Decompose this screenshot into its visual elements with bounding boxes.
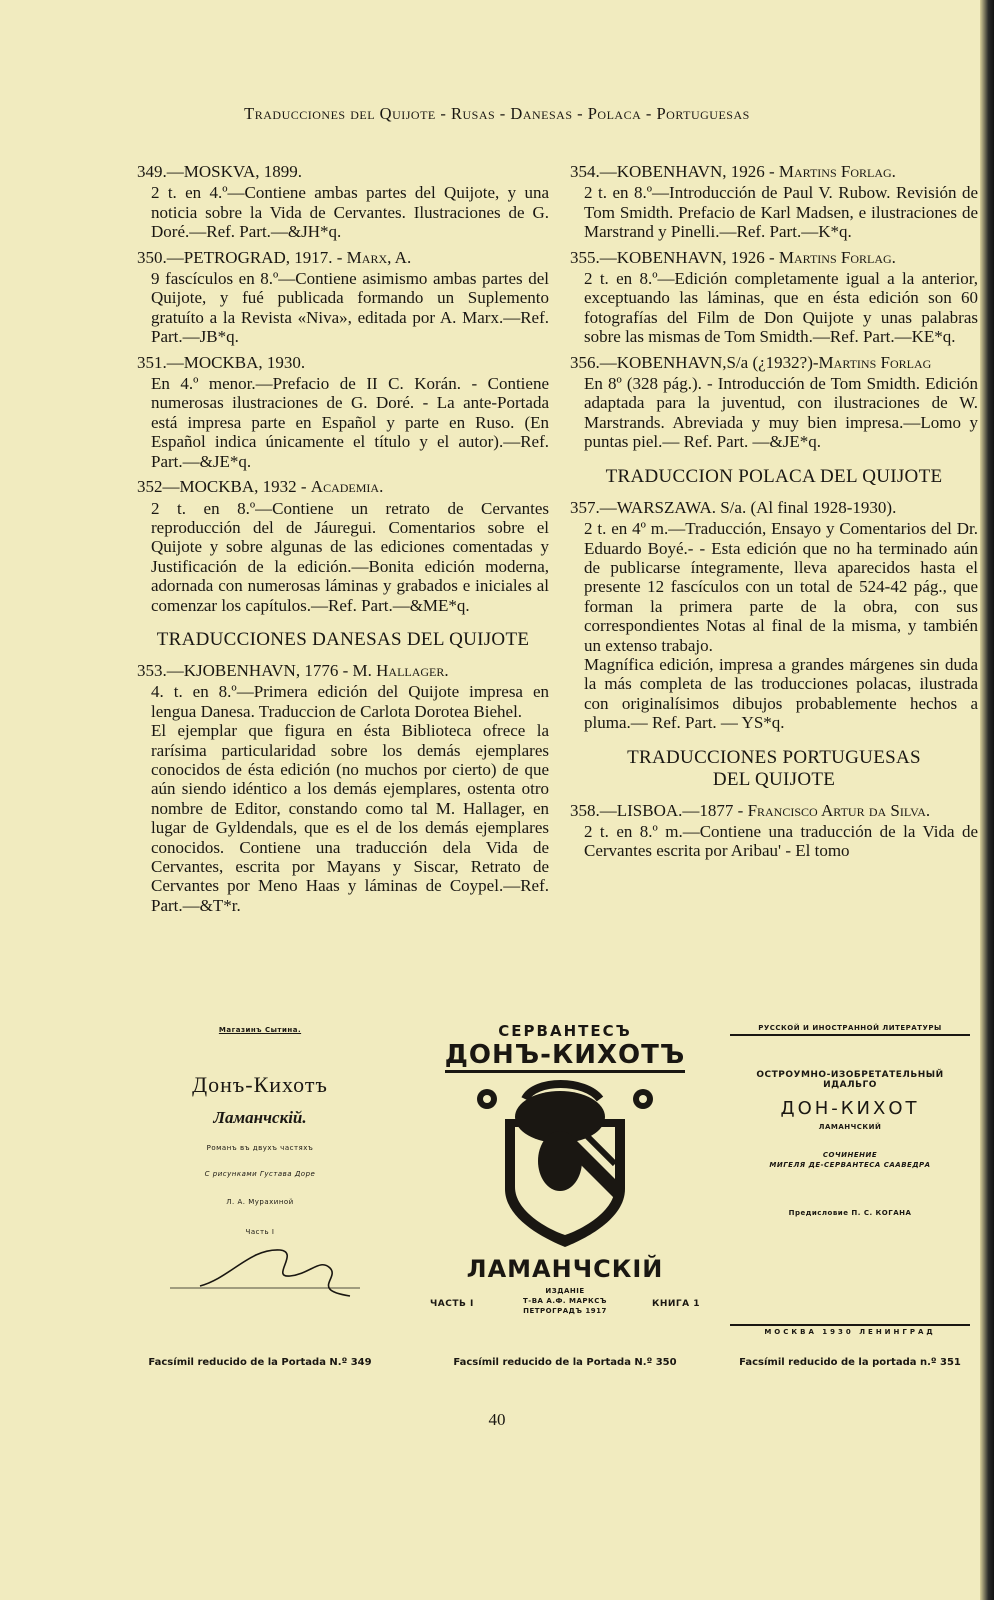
facsimile-caption: Facsímil reducido de la portada n.º 351: [739, 1357, 961, 1368]
page-edge: [980, 0, 994, 1600]
signature-icon: [160, 1238, 360, 1298]
entry-358: 358.—LISBOA.—1877 - Francisco Artur da Silva. 2 t. en 8.º m.—Contiene una traducción de la Vida de Cervantes escrita por Aribau' - El tomo: [570, 800, 978, 861]
entry-349: 349.—MOSKVA, 1899. 2 t. en 4.º—Contiene ambas partes del Quijote, y una noticia sobre la Vida de Cervantes. Ilustraciones de G. Doré.—Ref. Part.—&JH*q.: [137, 162, 549, 242]
left-column: [137, 162, 549, 921]
facsimile-351: РУССКОЙ И ИНОСТРАННОЙ ЛИТЕРАТУРЫ ОСТРОУМНО-ИЗОБРЕТАТЕЛЬНЫЙ ИДАЛЬГО ДОН-КИХОТ ЛАМАНЧСКИЙ СОЧИНЕНИЕ МИГЕЛЯ ДЕ-СЕРВАНТЕСА СААВЕДРА Предисловие П. С. КОГАНА МОСКВА 1930 ЛЕНИНГРАД Facsímil reducido de la portada n.º 351: [730, 1020, 970, 1380]
right-column: [570, 162, 978, 867]
entry-351: 351.—MOCKBA, 1930. En 4.º menor.—Prefacio de II C. Korán. - Contiene numerosas ilustraciones de G. Doré. - La ante-Portada está impresa parte en Español y parte en Ruso. (En Español indica únicamente el título y el autor).—Ref. Part.—&JE*q.: [137, 352, 549, 471]
facsimile-caption: Facsímil reducido de la Portada N.º 349: [148, 1357, 372, 1368]
entry-355: 355.—KOBENHAVN, 1926 - Martins Forlag. 2 t. en 8.º—Edición completamente igual a la anterior, exceptuando las láminas, que en ésta edición son 60 fotografías del Film de Don Quijote y unas palabras sobre las mismas de Tom Smidth.—Ref. Part.—KE*q.: [570, 247, 978, 347]
facsimile-plates: [130, 1020, 970, 1380]
entry-356: 356.—KOBENHAVN,S/a (¿1932?)-Martins Forlag En 8º (328 pág.). - Introducción de Tom Smidth. Edición adaptada para la juventud, con ilustraciones de W. Marstrands. Abreviada y muy bien impresa.—Lomo y puntas piel.— Ref. Part. —&JE*q.: [570, 352, 978, 452]
section-title-danish: TRADUCCIONES DANESAS DEL QUIJOTE: [156, 628, 530, 650]
facsimile-350: СЕРВАНТЕСЪ ДОНЪ-КИХОТЪ ЛАМАНЧСКІЙ ЧАСТЬ I ИЗДАНІЕ Т-ВА А.Ф. МАРКСЪ ПЕТРОГРАДЪ 1917 КНИГА 1 Facsímil reducido de la Portada N.º 350: [430, 1022, 700, 1368]
facsimile-caption: Facsímil reducido de la Portada N.º 350: [453, 1357, 677, 1368]
facsimile-349: Магазинъ Сытина. Донъ-Кихотъ Ламанчскій. Романъ въ двухъ частяхъ С рисунками Густава Доре Л. А. Мурахиной Часть I Facsímil reducido de la Portada N.º 349: [140, 1020, 380, 1380]
section-title-polish: TRADUCCION POLACA DEL QUIJOTE: [605, 465, 943, 487]
coat-of-arms-icon: [465, 1079, 665, 1249]
facsimile-title: ДОНЪ-КИХОТЪ: [445, 1040, 686, 1073]
entry-353: 353.—KJOBENHAVN, 1776 - M. Hallager. 4. t. en 8.º—Primera edición del Quijote impresa en lengua Danesa. Traduccion de Carlota Dorotea Biehel. El ejemplar que figura en ésta Biblioteca ofrece la rarísima particularidad sobre los demás ejemplares conocidos de ésta edición (no muchos por cierto) de que aún siendo idéntico a los demás ejemplares, ostenta otro nombre de Editor, constando como tal M. Hallager, en lugar de Gyldendals, que es el de los demás ejemplares conocidos. Contiene una traducción dela Vida de Cervantes, escrita por Mayans y Siscar, Retrato de Cervantes por Meno Haas y láminas de Coypel.—Ref. Part.—&T*r.: [137, 660, 549, 915]
page-number: 40: [488, 1410, 506, 1429]
running-head: Traducciones del Quijote - Rusas - Danesas - Polaca - Portuguesas: [244, 104, 750, 123]
entry-350: 350.—PETROGRAD, 1917. - Marx, A. 9 fascículos en 8.º—Contiene asimismo ambas partes del Quijote, y fué publicada formando un Suplemento gratuíto a la Revista «Niva», editada por A. Marx.—Ref. Part.—JB*q.: [137, 247, 549, 347]
section-title-portuguese: TRADUCCIONES PORTUGUESAS DEL QUIJOTE: [627, 746, 921, 790]
entry-354: 354.—KOBENHAVN, 1926 - Martins Forlag. 2 t. en 8.º—Introducción de Paul V. Rubow. Revisión de Tom Smidth. Prefacio de Karl Madsen, e ilustraciones de Marstrand y Pinelli.—Ref. Part.—K*q.: [570, 162, 978, 242]
facsimile-title: Донъ-Кихотъ: [192, 1072, 328, 1097]
entry-357: 357.—WARSZAWA. S/a. (Al final 1928-1930). 2 t. en 4º m.—Traducción, Ensayo y Comentarios del Dr. Eduardo Boyé.- - Esta edición que no ha terminado aún de publicarse íntegramente, lleva aparecidos hasta el presente 12 fascículos con un total de 524-42 pág., que forman la primera parte de la obra, con sus correspondientes Notas al final de la misma, y también un extenso trabajo. Magnífica edición, impresa a grandes márgenes sin duda la más completa de las troducciones polacas, ilustrada con originalísimos dibujos probablemente hechos a pluma.— Ref. Part. — YS*q.: [570, 497, 978, 733]
facsimile-title: ДОН-КИХОТ: [780, 1098, 920, 1119]
entry-352: 352—MOCKBA, 1932 - Academia. 2 t. en 8.º—Contiene un retrato de Cervantes reproducción del de Jáuregui. Comentarios sobre el Quijote y sobre algunas de las ediciones comentadas y Justificación de la edición.—Bonita edición moderna, adornada con numerosas láminas y grabados e iniciales al comenzar los capítulos.—Ref. Part.—&ME*q.: [137, 477, 549, 615]
